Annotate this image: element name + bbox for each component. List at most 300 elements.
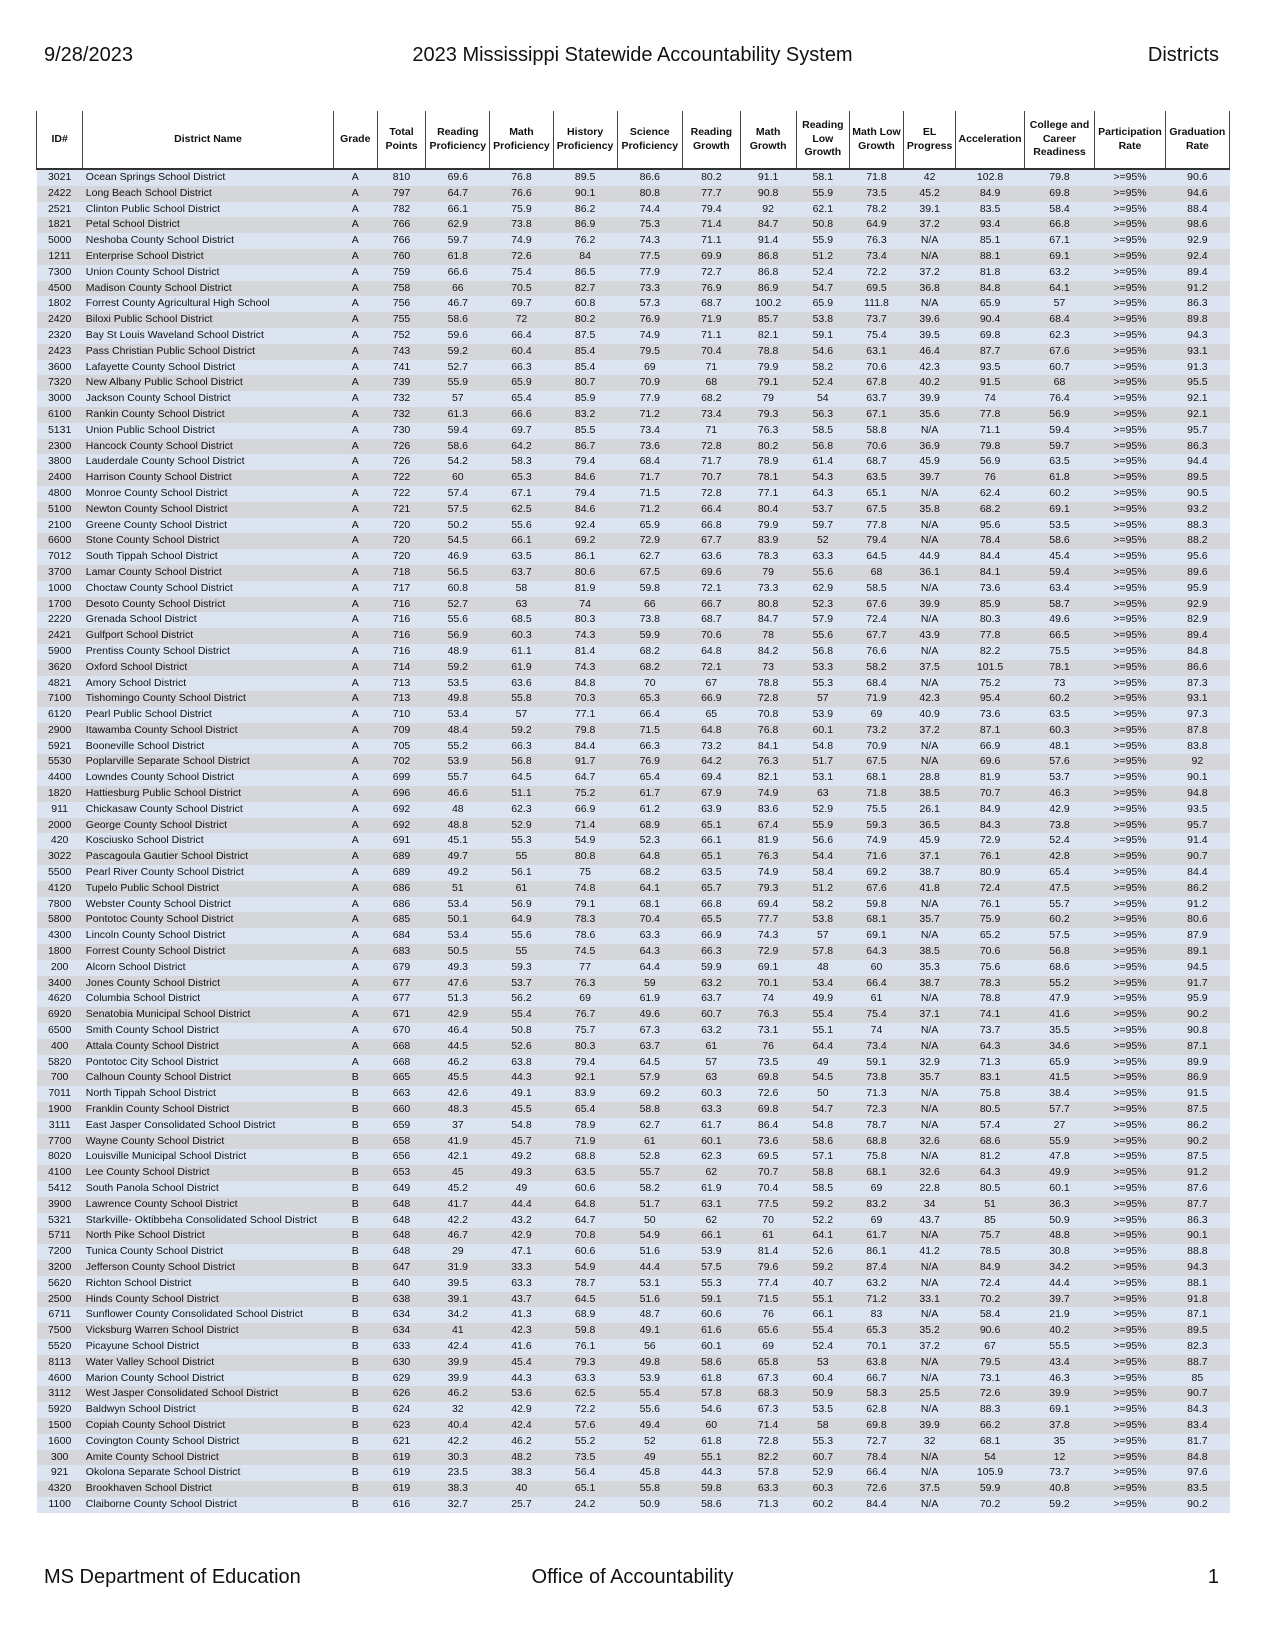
table-cell: 60.6 xyxy=(553,1181,617,1197)
table-cell: 48 xyxy=(796,960,850,976)
table-cell: 68 xyxy=(1024,375,1094,391)
table-cell: 76.3 xyxy=(740,849,796,865)
table-cell: 87.1 xyxy=(956,723,1024,739)
table-cell: 714 xyxy=(377,660,425,676)
table-row xyxy=(37,786,1230,802)
table-cell: 74.3 xyxy=(740,928,796,944)
table-cell: 58.5 xyxy=(796,1181,850,1197)
table-cell: 5900 xyxy=(37,644,83,660)
table-cell: 12 xyxy=(1024,1450,1094,1466)
table-cell: 62.3 xyxy=(682,1149,740,1165)
table-cell: 61.8 xyxy=(1024,470,1094,486)
table-cell: 3900 xyxy=(37,1197,83,1213)
table-row xyxy=(37,169,1230,186)
table-cell: >=95% xyxy=(1095,502,1165,518)
table-cell: 68.2 xyxy=(956,502,1024,518)
table-body xyxy=(37,169,1230,1513)
table-cell: A xyxy=(333,928,377,944)
table-cell: 63.5 xyxy=(682,865,740,881)
table-cell: 69 xyxy=(850,1181,904,1197)
table-cell: 71.8 xyxy=(850,169,904,186)
table-cell: 713 xyxy=(377,676,425,692)
table-cell: 75.6 xyxy=(956,960,1024,976)
table-cell: 692 xyxy=(377,802,425,818)
table-cell: 93.1 xyxy=(1165,691,1229,707)
table-cell: 66.9 xyxy=(553,802,617,818)
table-cell: 1000 xyxy=(37,581,83,597)
table-cell: 73.2 xyxy=(682,739,740,755)
table-cell: 55.3 xyxy=(796,1434,850,1450)
table-cell: 55.4 xyxy=(490,1007,553,1023)
table-cell: A xyxy=(333,565,377,581)
table-cell: 66.2 xyxy=(956,1418,1024,1434)
table-cell: 63.5 xyxy=(850,470,904,486)
table-cell: >=95% xyxy=(1095,1323,1165,1339)
table-cell: 67 xyxy=(956,1339,1024,1355)
table-cell: 86.1 xyxy=(850,1244,904,1260)
table-cell: 89.4 xyxy=(1165,265,1229,281)
table-cell: 700 xyxy=(37,1070,83,1086)
table-cell: 42.3 xyxy=(490,1323,553,1339)
table-cell: 5711 xyxy=(37,1228,83,1244)
table-cell: 49 xyxy=(617,1450,682,1466)
table-cell: 797 xyxy=(377,186,425,202)
table-cell: 88.1 xyxy=(956,249,1024,265)
table-cell: A xyxy=(333,849,377,865)
table-row xyxy=(37,1181,1230,1197)
table-cell: 57.8 xyxy=(796,944,850,960)
table-cell: 8113 xyxy=(37,1355,83,1371)
table-cell: 68.8 xyxy=(553,1149,617,1165)
table-cell: 53.4 xyxy=(426,897,490,913)
table-cell: N/A xyxy=(903,739,956,755)
table-cell: 52.6 xyxy=(796,1244,850,1260)
table-cell: 83.1 xyxy=(956,1070,1024,1086)
table-cell: 77 xyxy=(553,960,617,976)
table-cell: >=95% xyxy=(1095,676,1165,692)
table-cell: 76.8 xyxy=(740,723,796,739)
table-cell: 59.7 xyxy=(1024,439,1094,455)
table-cell: 66.3 xyxy=(490,360,553,376)
table-cell: 75.2 xyxy=(956,676,1024,692)
table-cell: A xyxy=(333,1039,377,1055)
table-cell: 619 xyxy=(377,1465,425,1481)
table-cell: 85.5 xyxy=(553,423,617,439)
table-cell: 34.6 xyxy=(1024,1039,1094,1055)
table-row xyxy=(37,612,1230,628)
table-cell: 86.2 xyxy=(553,202,617,218)
table-cell: 76.3 xyxy=(850,233,904,249)
table-cell: 621 xyxy=(377,1434,425,1450)
table-cell: 65.9 xyxy=(796,296,850,312)
table-cell: 58.6 xyxy=(426,439,490,455)
table-cell: 75.5 xyxy=(850,802,904,818)
table-cell: 87.4 xyxy=(850,1260,904,1276)
table-cell: 76 xyxy=(740,1039,796,1055)
table-cell: 56.8 xyxy=(796,439,850,455)
table-cell: >=95% xyxy=(1095,691,1165,707)
table-cell: 59.2 xyxy=(796,1197,850,1213)
table-cell: 55.4 xyxy=(796,1323,850,1339)
table-row xyxy=(37,202,1230,218)
table-cell: 54.4 xyxy=(796,849,850,865)
table-cell: 61.8 xyxy=(682,1371,740,1387)
table-cell: 56.4 xyxy=(553,1465,617,1481)
district-name-cell: Monroe County School District xyxy=(83,486,333,502)
table-cell: 400 xyxy=(37,1039,83,1055)
district-name-cell: North Tippah School District xyxy=(83,1086,333,1102)
table-cell: 59.3 xyxy=(490,960,553,976)
table-cell: 81.2 xyxy=(956,1149,1024,1165)
table-cell: 58.6 xyxy=(1024,533,1094,549)
table-cell: 35.7 xyxy=(903,1070,956,1086)
table-cell: 49.7 xyxy=(426,849,490,865)
table-cell: B xyxy=(333,1307,377,1323)
table-cell: 55.9 xyxy=(796,233,850,249)
table-cell: 62.7 xyxy=(617,549,682,565)
table-cell: 699 xyxy=(377,770,425,786)
table-cell: 46.9 xyxy=(426,549,490,565)
table-cell: 7100 xyxy=(37,691,83,707)
table-row xyxy=(37,881,1230,897)
table-cell: 69.6 xyxy=(956,754,1024,770)
table-cell: 70.1 xyxy=(740,976,796,992)
table-cell: 41.5 xyxy=(1024,1070,1094,1086)
table-cell: 623 xyxy=(377,1418,425,1434)
table-row xyxy=(37,454,1230,470)
table-row xyxy=(37,1007,1230,1023)
table-cell: 55.9 xyxy=(1024,1134,1094,1150)
table-cell: A xyxy=(333,202,377,218)
table-cell: N/A xyxy=(903,1228,956,1244)
table-cell: 57 xyxy=(682,1055,740,1071)
table-cell: 65.9 xyxy=(956,296,1024,312)
table-cell: 50.2 xyxy=(426,518,490,534)
table-cell: 71.4 xyxy=(553,818,617,834)
table-row xyxy=(37,1292,1230,1308)
table-cell: A xyxy=(333,833,377,849)
table-cell: 84.1 xyxy=(740,739,796,755)
table-cell: 72.9 xyxy=(956,833,1024,849)
table-cell: 55.7 xyxy=(1024,897,1094,913)
table-cell: 41.6 xyxy=(1024,1007,1094,1023)
table-cell: A xyxy=(333,391,377,407)
table-cell: 70.6 xyxy=(682,628,740,644)
table-cell: 73 xyxy=(740,660,796,676)
table-cell: 665 xyxy=(377,1070,425,1086)
table-cell: 42.4 xyxy=(490,1418,553,1434)
table-cell: 58.6 xyxy=(426,312,490,328)
district-name-cell: Poplarville Separate School District xyxy=(83,754,333,770)
table-cell: 55.9 xyxy=(426,375,490,391)
table-cell: 59.1 xyxy=(796,328,850,344)
table-cell: 61.8 xyxy=(682,1434,740,1450)
table-cell: 2400 xyxy=(37,470,83,486)
table-cell: 66.4 xyxy=(490,328,553,344)
report-date: 9/28/2023 xyxy=(44,44,133,66)
table-cell: 79.8 xyxy=(1024,169,1094,186)
table-cell: 49.8 xyxy=(426,691,490,707)
table-cell: 49.4 xyxy=(617,1418,682,1434)
table-cell: 95.9 xyxy=(1165,991,1229,1007)
table-cell: 51.2 xyxy=(796,249,850,265)
table-cell: 66.8 xyxy=(1024,217,1094,233)
table-cell: 29 xyxy=(426,1244,490,1260)
table-row xyxy=(37,597,1230,613)
table-cell: 46.6 xyxy=(426,786,490,802)
table-cell: 50.5 xyxy=(426,944,490,960)
table-cell: >=95% xyxy=(1095,296,1165,312)
table-cell: >=95% xyxy=(1095,202,1165,218)
table-cell: 73.7 xyxy=(956,1023,1024,1039)
table-cell: 86.8 xyxy=(740,249,796,265)
table-cell: A xyxy=(333,976,377,992)
table-cell: 63.7 xyxy=(490,565,553,581)
table-cell: 5321 xyxy=(37,1213,83,1229)
table-cell: A xyxy=(333,770,377,786)
table-cell: 62.9 xyxy=(796,581,850,597)
district-name-cell: Water Valley School District xyxy=(83,1355,333,1371)
district-name-cell: Desoto County School District xyxy=(83,597,333,613)
table-cell: 90.2 xyxy=(1165,1134,1229,1150)
table-cell: 68.2 xyxy=(682,391,740,407)
table-cell: 2421 xyxy=(37,628,83,644)
table-cell: 76.4 xyxy=(1024,391,1094,407)
table-cell: 722 xyxy=(377,486,425,502)
table-cell: 633 xyxy=(377,1339,425,1355)
table-cell: 45.1 xyxy=(426,833,490,849)
table-cell: 83 xyxy=(850,1307,904,1323)
table-cell: 90.7 xyxy=(1165,849,1229,865)
table-cell: 60.1 xyxy=(682,1134,740,1150)
table-cell: 64.7 xyxy=(426,186,490,202)
table-cell: 55.6 xyxy=(490,928,553,944)
table-row xyxy=(37,1371,1230,1387)
table-cell: 91.1 xyxy=(740,169,796,186)
table-cell: >=95% xyxy=(1095,1260,1165,1276)
table-cell: 22.8 xyxy=(903,1181,956,1197)
table-cell: 37.2 xyxy=(903,723,956,739)
table-cell: 72.7 xyxy=(682,265,740,281)
table-cell: 72.2 xyxy=(850,265,904,281)
table-cell: 49.1 xyxy=(490,1086,553,1102)
table-cell: 65.4 xyxy=(553,1102,617,1118)
table-cell: 90.2 xyxy=(1165,1497,1229,1513)
district-name-cell: Hancock County School District xyxy=(83,439,333,455)
table-cell: 90.2 xyxy=(1165,1007,1229,1023)
table-cell: 92.9 xyxy=(1165,597,1229,613)
table-cell: 56.8 xyxy=(796,644,850,660)
table-cell: 7011 xyxy=(37,1086,83,1102)
table-cell: 679 xyxy=(377,960,425,976)
district-name-cell: Copiah County School District xyxy=(83,1418,333,1434)
table-cell: 65.4 xyxy=(1024,865,1094,881)
table-cell: 57.9 xyxy=(796,612,850,628)
district-name-cell: Attala County School District xyxy=(83,1039,333,1055)
table-cell: A xyxy=(333,1007,377,1023)
table-cell: 56.1 xyxy=(490,865,553,881)
table-cell: 74.9 xyxy=(490,233,553,249)
district-name-cell: Oxford School District xyxy=(83,660,333,676)
table-cell: 670 xyxy=(377,1023,425,1039)
table-cell: 1500 xyxy=(37,1418,83,1434)
table-cell: 74.9 xyxy=(740,786,796,802)
table-cell: 63.7 xyxy=(682,991,740,1007)
table-cell: 78.6 xyxy=(553,928,617,944)
table-cell: 89.8 xyxy=(1165,312,1229,328)
table-cell: 72.8 xyxy=(682,486,740,502)
table-cell: 911 xyxy=(37,802,83,818)
district-name-cell: Pascagoula Gautier School District xyxy=(83,849,333,865)
table-cell: 71.9 xyxy=(682,312,740,328)
table-cell: 1600 xyxy=(37,1434,83,1450)
table-cell: 54.7 xyxy=(796,281,850,297)
table-cell: 720 xyxy=(377,518,425,534)
table-cell: 57 xyxy=(1024,296,1094,312)
table-cell: >=95% xyxy=(1095,549,1165,565)
table-cell: 49 xyxy=(490,1181,553,1197)
table-cell: 43.7 xyxy=(903,1213,956,1229)
table-row xyxy=(37,897,1230,913)
table-row xyxy=(37,407,1230,423)
table-row xyxy=(37,344,1230,360)
table-cell: 648 xyxy=(377,1213,425,1229)
district-name-cell: Bay St Louis Waveland School District xyxy=(83,328,333,344)
table-cell: 68.4 xyxy=(850,676,904,692)
table-cell: 62.4 xyxy=(956,486,1024,502)
district-name-cell: Rankin County School District xyxy=(83,407,333,423)
table-cell: 56.9 xyxy=(426,628,490,644)
table-cell: >=95% xyxy=(1095,1213,1165,1229)
table-row xyxy=(37,1497,1230,1513)
table-cell: 76.6 xyxy=(490,186,553,202)
table-cell: 84.3 xyxy=(1165,1402,1229,1418)
table-cell: 716 xyxy=(377,644,425,660)
table-cell: 71.9 xyxy=(850,691,904,707)
table-cell: >=95% xyxy=(1095,454,1165,470)
table-cell: 41.2 xyxy=(903,1244,956,1260)
table-cell: 85.4 xyxy=(553,360,617,376)
table-cell: 53.9 xyxy=(796,707,850,723)
table-cell: 69.2 xyxy=(617,1086,682,1102)
table-cell: 65.5 xyxy=(682,912,740,928)
table-cell: 57.4 xyxy=(956,1118,1024,1134)
table-cell: 51.6 xyxy=(617,1292,682,1308)
table-cell: 55.8 xyxy=(617,1481,682,1497)
table-cell: 52.8 xyxy=(617,1149,682,1165)
table-cell: >=95% xyxy=(1095,1070,1165,1086)
column-header: Participation Rate xyxy=(1095,111,1165,169)
table-cell: 59.6 xyxy=(426,328,490,344)
table-cell: 56.6 xyxy=(796,833,850,849)
table-cell: A xyxy=(333,518,377,534)
district-name-cell: Jones County School District xyxy=(83,976,333,992)
table-cell: 69.8 xyxy=(1024,186,1094,202)
district-name-cell: Tupelo Public School District xyxy=(83,881,333,897)
district-name-cell: Biloxi Public School District xyxy=(83,312,333,328)
table-cell: 75.4 xyxy=(490,265,553,281)
table-cell: 59.7 xyxy=(426,233,490,249)
table-cell: 73.6 xyxy=(956,581,1024,597)
table-cell: 38.7 xyxy=(903,865,956,881)
table-row xyxy=(37,518,1230,534)
table-cell: 38.3 xyxy=(490,1465,553,1481)
table-cell: 42.2 xyxy=(426,1213,490,1229)
table-cell: >=95% xyxy=(1095,1244,1165,1260)
table-cell: 30.8 xyxy=(1024,1244,1094,1260)
table-cell: 70.6 xyxy=(850,439,904,455)
table-cell: 68.9 xyxy=(553,1307,617,1323)
table-cell: 75.8 xyxy=(956,1086,1024,1102)
table-cell: 84.7 xyxy=(740,217,796,233)
table-cell: A xyxy=(333,169,377,186)
table-cell: N/A xyxy=(903,1402,956,1418)
table-cell: 78.8 xyxy=(740,676,796,692)
table-cell: 63.3 xyxy=(740,1481,796,1497)
district-name-cell: Lawrence County School District xyxy=(83,1197,333,1213)
table-row xyxy=(37,265,1230,281)
table-cell: 62.1 xyxy=(796,202,850,218)
district-name-cell: Pearl Public School District xyxy=(83,707,333,723)
table-cell: 67.1 xyxy=(1024,233,1094,249)
district-name-cell: Pontotoc County School District xyxy=(83,912,333,928)
table-cell: 73.8 xyxy=(490,217,553,233)
table-cell: 755 xyxy=(377,312,425,328)
table-cell: 66.1 xyxy=(796,1307,850,1323)
table-cell: 85 xyxy=(1165,1371,1229,1387)
table-cell: 63.2 xyxy=(1024,265,1094,281)
table-cell: 626 xyxy=(377,1386,425,1402)
table-cell: 39.6 xyxy=(903,312,956,328)
table-cell: 66.4 xyxy=(682,502,740,518)
table-cell: 54.9 xyxy=(617,1228,682,1244)
table-cell: 60.7 xyxy=(796,1450,850,1466)
table-cell: 616 xyxy=(377,1497,425,1513)
table-cell: 65.3 xyxy=(490,470,553,486)
table-cell: 67.3 xyxy=(740,1371,796,1387)
table-cell: 82.7 xyxy=(553,281,617,297)
table-cell: 74 xyxy=(740,991,796,1007)
district-name-cell: Clinton Public School District xyxy=(83,202,333,218)
district-name-cell: Enterprise School District xyxy=(83,249,333,265)
table-cell: 3800 xyxy=(37,454,83,470)
table-cell: 61.9 xyxy=(682,1181,740,1197)
table-cell: 34.2 xyxy=(1024,1260,1094,1276)
table-cell: 57.6 xyxy=(553,1418,617,1434)
table-cell: 55.2 xyxy=(553,1434,617,1450)
table-cell: >=95% xyxy=(1095,660,1165,676)
table-cell: 68.2 xyxy=(617,644,682,660)
table-cell: 80.3 xyxy=(553,612,617,628)
table-cell: 88.4 xyxy=(1165,202,1229,218)
table-row xyxy=(37,1102,1230,1118)
table-cell: 83.9 xyxy=(553,1086,617,1102)
table-row xyxy=(37,1197,1230,1213)
table-cell: 72.9 xyxy=(740,944,796,960)
table-cell: A xyxy=(333,818,377,834)
table-cell: 5100 xyxy=(37,502,83,518)
table-cell: 91.8 xyxy=(1165,1292,1229,1308)
table-cell: 49.1 xyxy=(617,1323,682,1339)
table-cell: 48.2 xyxy=(490,1450,553,1466)
table-cell: 634 xyxy=(377,1323,425,1339)
table-row xyxy=(37,1118,1230,1134)
table-cell: N/A xyxy=(903,296,956,312)
table-cell: B xyxy=(333,1418,377,1434)
table-cell: 45.9 xyxy=(903,454,956,470)
table-cell: 97.3 xyxy=(1165,707,1229,723)
district-name-cell: Lincoln County School District xyxy=(83,928,333,944)
